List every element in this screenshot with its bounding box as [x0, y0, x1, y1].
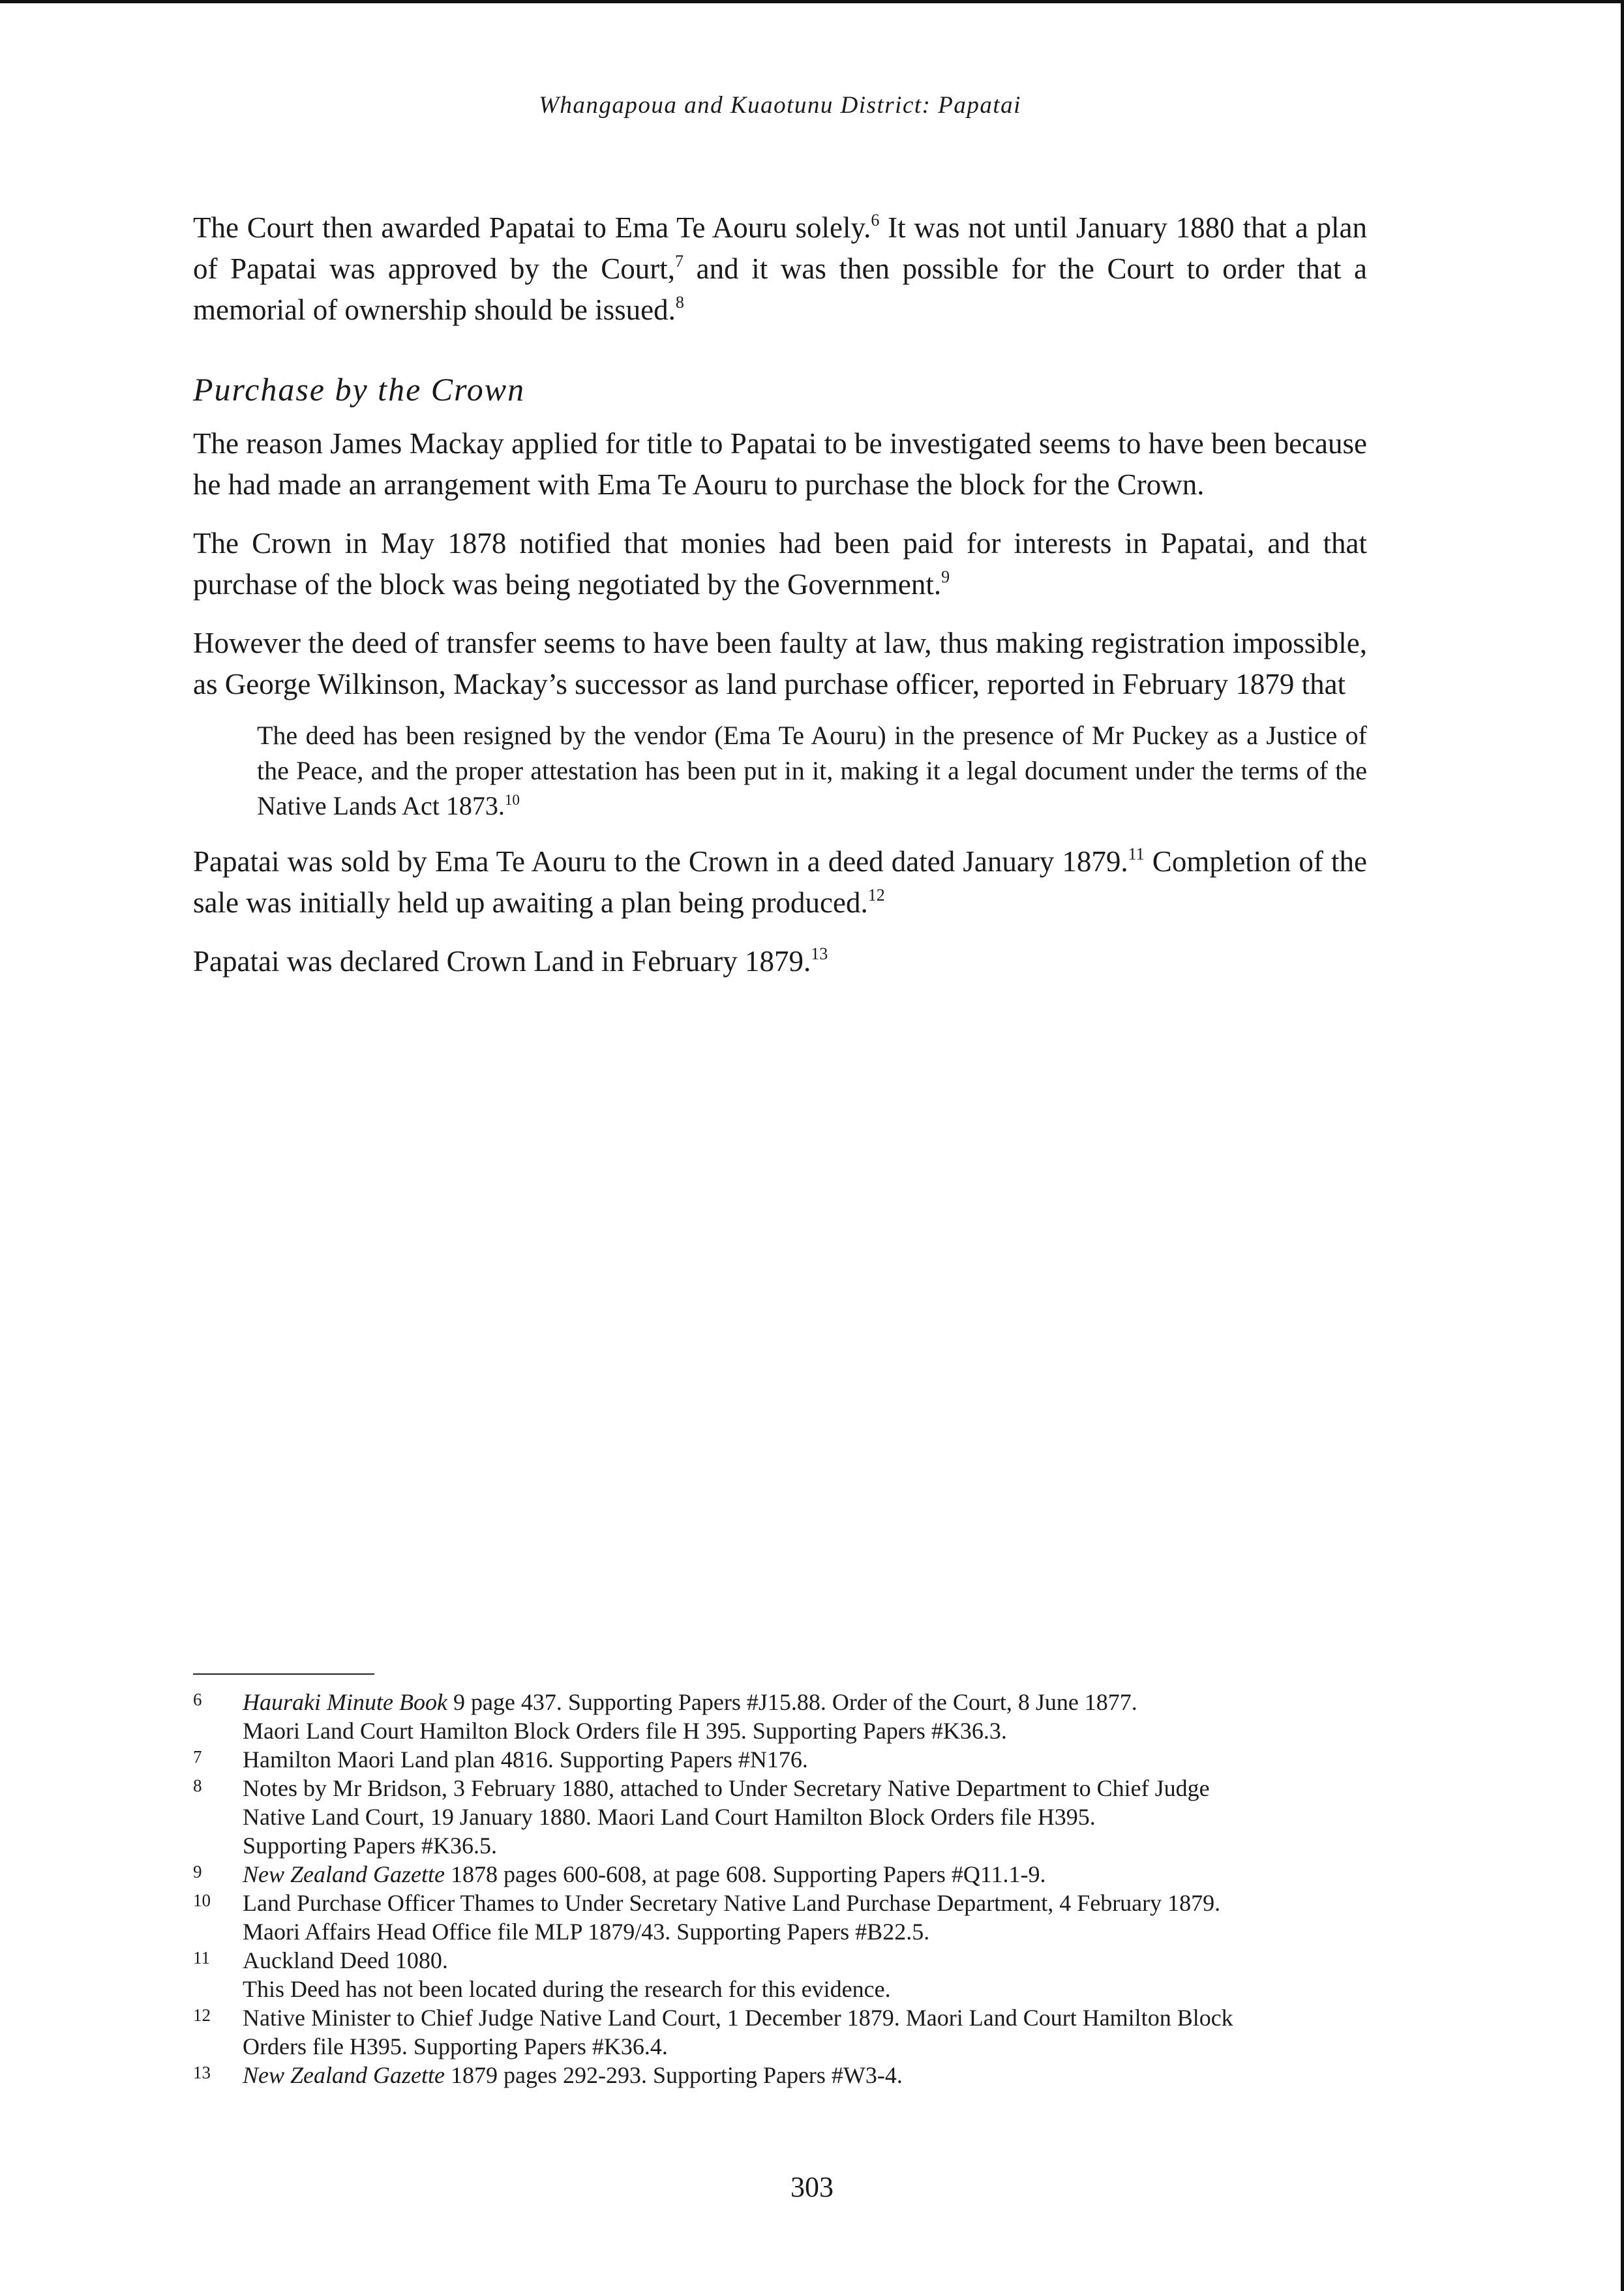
footnote-number: 7 [193, 1747, 202, 1767]
block-quote [257, 718, 1367, 824]
footnote-ref-10[interactable]: 10 [504, 792, 520, 808]
footnote-line: Maori Land Court Hamilton Block Orders file H 395. Supporting Papers #K36.3. [243, 1718, 1007, 1744]
paragraph-1 [193, 207, 1367, 331]
footnote-number: 11 [193, 1948, 210, 1968]
paragraph-6 [193, 941, 1367, 982]
right-border [1621, 0, 1624, 2291]
footnote-title: New Zealand Gazette [243, 1861, 445, 1887]
footnote-title: New Zealand Gazette [243, 2062, 445, 2088]
footnote-line: Native Land Court, 19 January 1880. Maori Land Court Hamilton Block Orders file H395. [243, 1804, 1096, 1830]
footnote-number: 13 [193, 2063, 211, 2082]
footnote-ref-6[interactable]: 6 [871, 211, 880, 230]
footnote-ref-9[interactable]: 9 [941, 567, 950, 586]
paragraph-4: However the deed of transfer seems to have been faulty at law, thus making registration impossible, as George Wilkinson, Mackay’s successor as land purchase officer, reported in February 1879 that [193, 627, 1367, 700]
footnote-ref-7[interactable]: 7 [674, 252, 684, 271]
footnote-8 [193, 1774, 1380, 1860]
footnote-number: 10 [193, 1891, 211, 1910]
footnote-rule [193, 1673, 374, 1675]
footnote-line: This Deed has not been located during the research for this evidence. [243, 1976, 891, 2002]
footnote-number: 9 [193, 1862, 202, 1881]
paragraph-5-text-a: Papatai was sold by Ema Te Aouru to the Crown in a deed dated January 1879. [193, 845, 1128, 878]
footnote-line [243, 2061, 1380, 2089]
footnote-number: 8 [193, 1776, 202, 1795]
footnote-12 [193, 2003, 1380, 2061]
footnote-ref-12[interactable]: 12 [867, 886, 885, 905]
footnote-line: Orders file H395. Supporting Papers #K36.4. [243, 2033, 668, 2059]
footnote-line: Native Minister to Chief Judge Native Land Court, 1 December 1879. Maori Land Court Hamilton Block [243, 2005, 1233, 2031]
footnote-11 [193, 1946, 1380, 2003]
paragraph-3-text: The Crown in May 1878 notified that monies had been paid for interests in Papatai, and that purchase of the block was being negotiated by the Government. [193, 527, 1367, 601]
running-head: Whangapoua and Kuaotunu District: Papatai [539, 92, 1021, 119]
page-number: 303 [790, 2171, 834, 2203]
footnotes [193, 1688, 1380, 2089]
footnote-number: 12 [193, 2005, 211, 2025]
footnote-number: 6 [193, 1690, 202, 1709]
body-text [193, 207, 1367, 982]
footnote-title: Hauraki Minute Book [243, 1689, 447, 1715]
paragraph-1-text-b: It was not until January 1880 that a plan of Papatai was approved by the Court, [193, 211, 1367, 285]
top-border [0, 0, 1624, 3]
footnote-line: Maori Affairs Head Office file MLP 1879/43. Supporting Papers #B22.5. [243, 1919, 930, 1945]
footnote-line: Notes by Mr Bridson, 3 February 1880, attached to Under Secretary Native Department to Chief Judge [243, 1775, 1210, 1801]
footnote-text: 1878 pages 600-608, at page 608. Supporting Papers #Q11.1-9. [444, 1861, 1046, 1887]
footnote-7 [193, 1745, 1380, 1774]
footnote-ref-13[interactable]: 13 [811, 944, 828, 963]
paragraph-2: The reason James Mackay applied for title to Papatai to be investigated seems to have been because he had made an arrangement with Ema Te Aouru to purchase the block for the Crown. [193, 427, 1367, 501]
footnote-line: Hamilton Maori Land plan 4816. Supporting Papers #N176. [243, 1746, 808, 1773]
footnote-text: 1879 pages 292-293. Supporting Papers #W3-4. [444, 2062, 903, 2088]
footnote-line: Supporting Papers #K36.5. [243, 1833, 497, 1859]
paragraph-3 [193, 523, 1367, 605]
footnote-line: Auckland Deed 1080. [243, 1947, 448, 1973]
footnote-text: 9 page 437. Supporting Papers #J15.88. Order of the Court, 8 June 1877. [447, 1689, 1137, 1715]
paragraph-6-text: Papatai was declared Crown Land in February 1879. [193, 945, 811, 978]
footnote-line [243, 1860, 1380, 1889]
footnote-13 [193, 2061, 1380, 2089]
paragraph-1-text-c: and it was then possible for the Court to order that a memorial of ownership should be issued. [193, 252, 1367, 326]
footnote-ref-11[interactable]: 11 [1128, 845, 1145, 863]
paragraph-1-text-a: The Court then awarded Papatai to Ema Te Aouru solely. [193, 211, 871, 244]
paragraph-5 [193, 841, 1367, 923]
paragraph-5-text-b: Completion of the sale was initially held up awaiting a plan being produced. [193, 845, 1367, 919]
footnote-ref-8[interactable]: 8 [675, 293, 684, 312]
footnote-line [243, 1688, 1380, 1716]
footnote-6 [193, 1688, 1380, 1745]
footnote-9 [193, 1860, 1380, 1889]
footnote-10 [193, 1889, 1380, 1946]
section-heading: Purchase by the Crown [193, 371, 526, 408]
footnote-line: Land Purchase Officer Thames to Under Secretary Native Land Purchase Department, 4 February 1879. [243, 1890, 1221, 1916]
block-quote-text: The deed has been resigned by the vendor (Ema Te Aouru) in the presence of Mr Puckey as a Justice of the Peace, and the proper attestation has been put in it, making it a legal document under the terms of the Native Lands Act 1873. [257, 721, 1367, 820]
